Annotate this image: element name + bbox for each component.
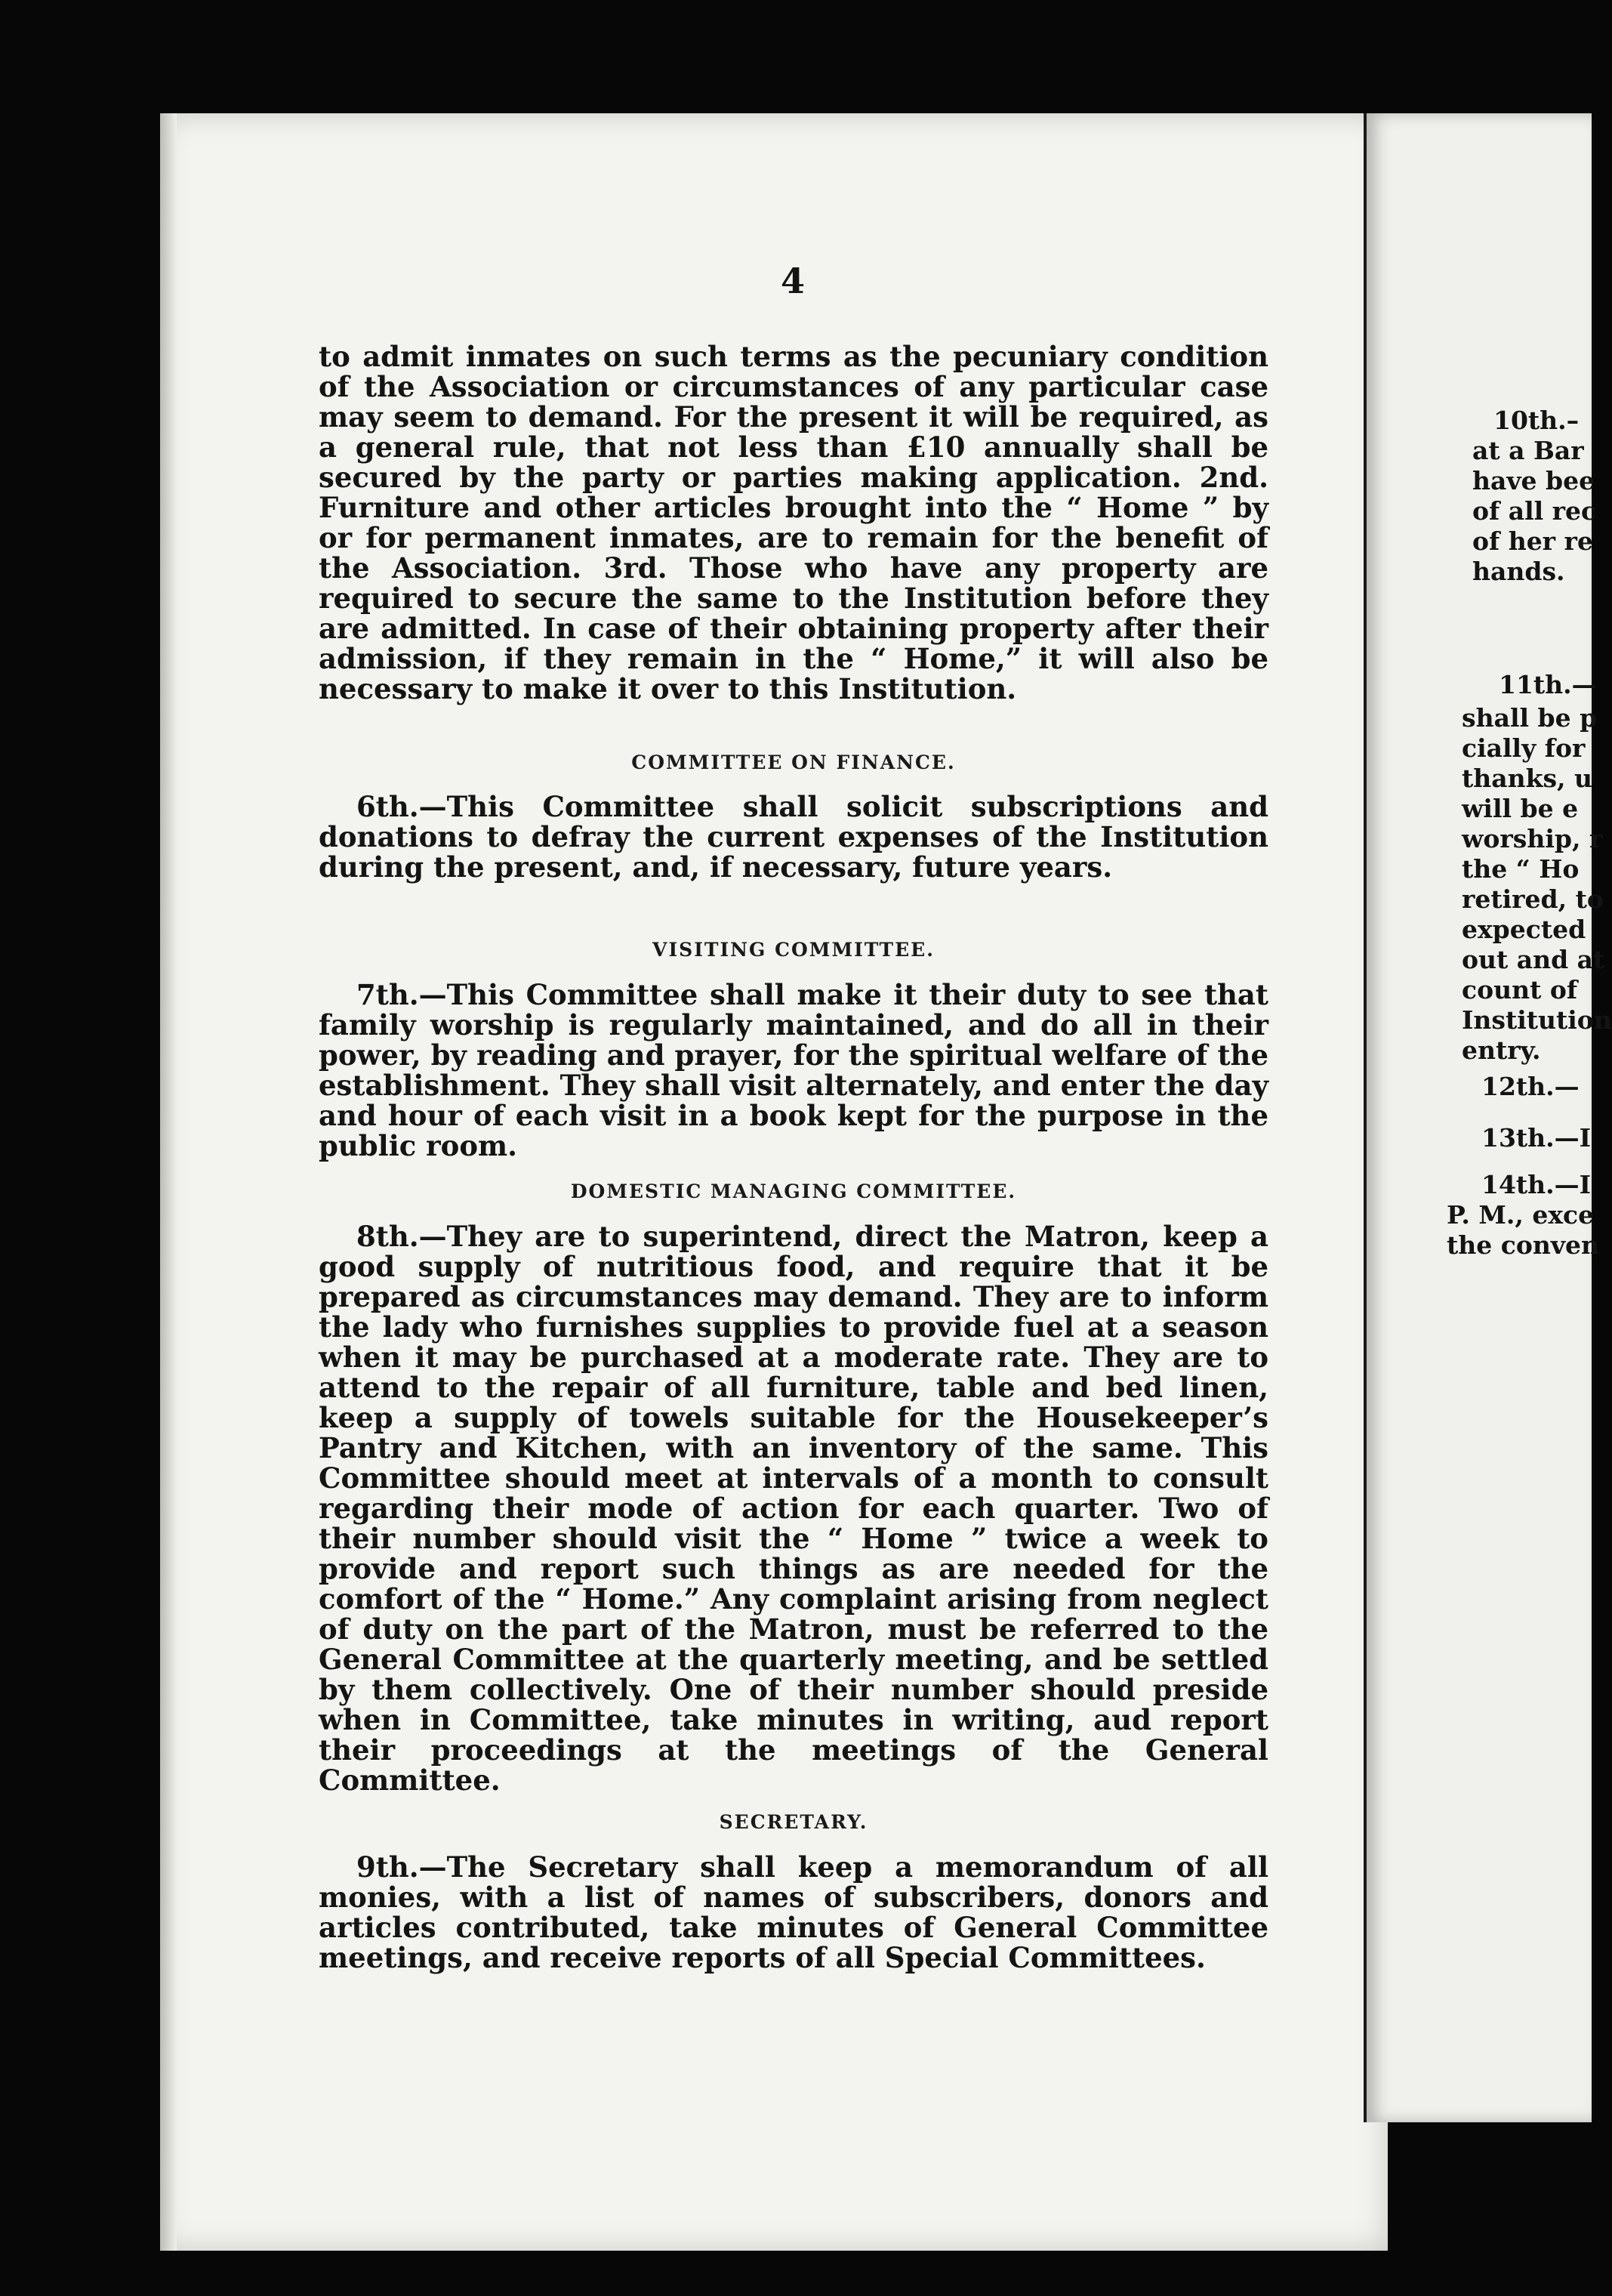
right-fragment: the “ Ho bbox=[1462, 854, 1580, 884]
right-fragment: 10th.– bbox=[1493, 406, 1580, 435]
intro-paragraph bbox=[319, 341, 1268, 704]
right-fragment: hands. bbox=[1472, 557, 1565, 586]
right-fragment: entry. bbox=[1462, 1035, 1541, 1065]
intro-paragraph-text: to admit inmates on such terms as the pecuniary condition of the Association or circumstances of any particular case may seem to demand. For the present it will be required, as a general rule, that not less than £10 annually shall be secured by the party or parties making application. 2nd. Furniture and other articles brought into the “ Home ” by or for permanent inmates, are to remain for the benefit of the Association. 3rd. Those who have any property are required to secure the same to the Institution before they are admitted. In case of their obtaining property after their admission, if they remain in the “ Home,” it will also be necessary to make it over to this Institution. bbox=[319, 340, 1268, 705]
section-heading-domestic: DOMESTIC MANAGING COMMITTEE. bbox=[570, 1180, 1017, 1202]
section-body-visiting-text: 7th.—This Committee shall make it their duty to see that family worship is regularly maintained, and do all in their power, by reading and prayer, for the spiritual welfare of the establishment. They shall visit alternately, and enter the day and hour of each visit in a book kept for the purpose in the public room. bbox=[319, 978, 1268, 1162]
section-body-domestic-text: 8th.—They are to superintend, direct the Matron, keep a good supply of nutritious food, and require that it be prepared as circumstances may demand. They are to inform the lady who furnishes supplies to provide fuel at a season when it may be purchased at a moderate rate. They are to attend to the repair of all furniture, table and bed linen, keep a supply of towels suitable for the Housekeeper’s Pantry and Kitchen, with an inventory of the same. This Committee should meet at intervals of a month to consult regarding their mode of action for each quarter. Two of their number should visit the “ Home ” twice a week to provide and report such things as are needed for the comfort of the “ Home.” Any complaint arising from neglect of duty on the part of the Matron, must be referred to the General Committee at the quarterly meeting, and be settled by them collectively. One of their number should preside when in Committee, take minutes in writing, aud report their proceedings at the meetings of the General Committee. bbox=[319, 1220, 1268, 1797]
page-number: 4 bbox=[780, 261, 805, 301]
right-fragment: count of bbox=[1462, 975, 1578, 1004]
right-fragment: of all rec bbox=[1472, 496, 1597, 526]
section-body-finance bbox=[319, 792, 1268, 882]
right-fragment: 11th.— bbox=[1499, 670, 1597, 699]
right-fragment: 13th.—I bbox=[1481, 1123, 1592, 1153]
section-body-visiting bbox=[319, 980, 1268, 1161]
right-fragment: 12th.— bbox=[1481, 1072, 1580, 1101]
right-fragment: 14th.—I bbox=[1481, 1170, 1592, 1199]
right-fragment: the conven bbox=[1447, 1230, 1599, 1260]
section-heading-finance: COMMITTEE ON FINANCE. bbox=[631, 751, 956, 773]
right-fragment: will be e bbox=[1462, 794, 1579, 823]
right-fragment: Institution bbox=[1462, 1005, 1612, 1035]
section-body-domestic bbox=[319, 1221, 1268, 1795]
right-fragment: P. M., exce bbox=[1447, 1200, 1595, 1230]
right-fragment: worship, r bbox=[1462, 824, 1603, 853]
right-fragment: shall be p bbox=[1462, 703, 1598, 733]
right-fragment: at a Bar bbox=[1472, 436, 1584, 465]
section-body-secretary-text: 9th.—The Secretary shall keep a memorandum of all monies, with a list of names of subscribers, donors and articles contributed, take minutes of General Committee meetings, and receive reports of all Special Committees. bbox=[319, 1850, 1268, 1974]
right-fragment: of her re bbox=[1472, 526, 1593, 556]
section-body-finance-text: 6th.—This Committee shall solicit subscriptions and donations to defray the current expenses of the Institution during the present, and, if necessary, future years. bbox=[319, 790, 1268, 884]
right-fragment: retired, to bbox=[1462, 884, 1604, 914]
right-fragment: out and at bbox=[1462, 945, 1605, 974]
right-fragment: expected bbox=[1462, 915, 1586, 944]
right-fragment: cially for bbox=[1462, 733, 1586, 763]
right-fragment: have bee bbox=[1472, 466, 1595, 495]
section-body-secretary bbox=[319, 1852, 1268, 1973]
right-fragment: thanks, u bbox=[1462, 764, 1593, 793]
section-heading-visiting: VISITING COMMITTEE. bbox=[652, 939, 935, 961]
section-heading-secretary: SECRETARY. bbox=[719, 1811, 868, 1833]
